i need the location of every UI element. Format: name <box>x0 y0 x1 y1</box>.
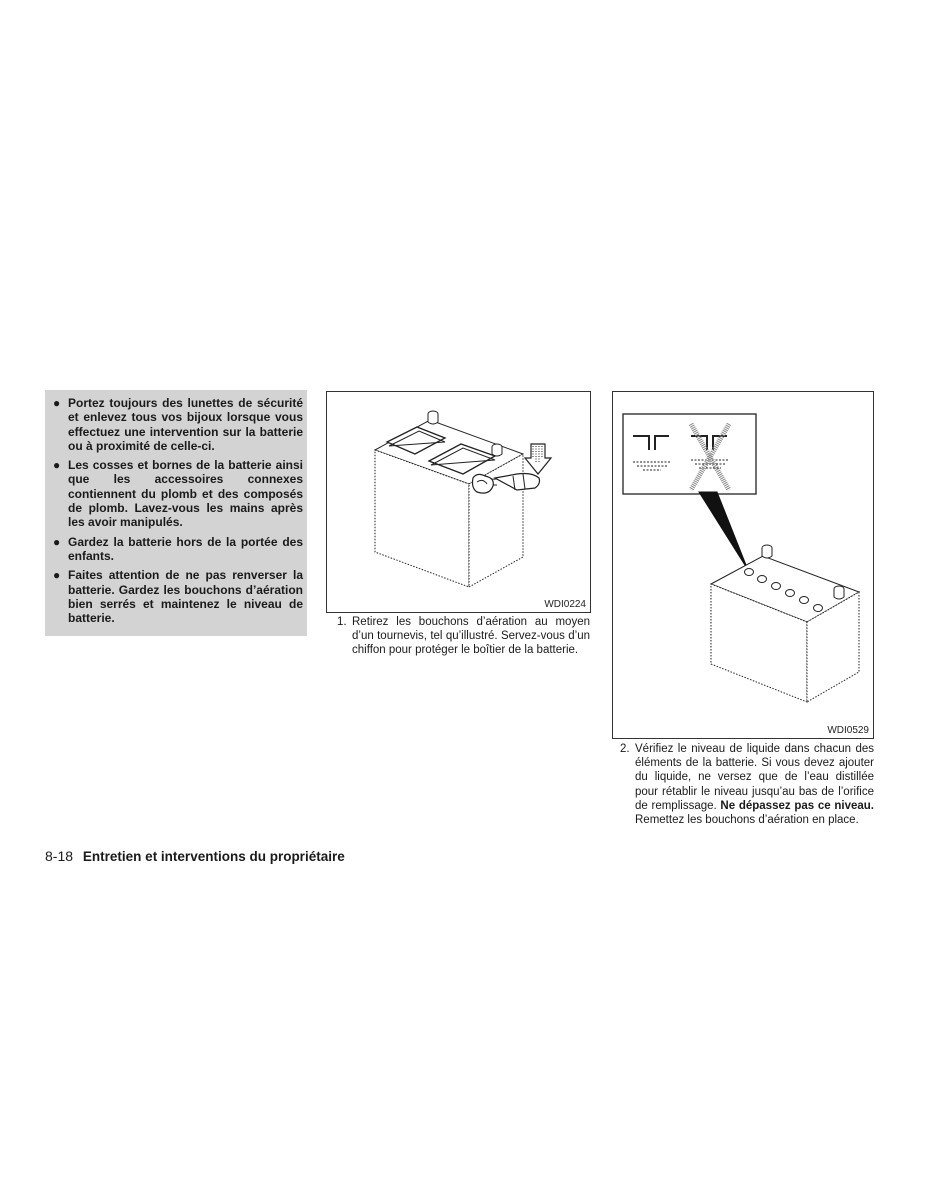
step-text: Vérifiez le niveau de liquide dans chacun des éléments de la batterie. Si vous devez ajouter du liquide, ne versez que de l’eau distillée pour rétablir le niveau jusqu’au bas de l’orifice de remplissage. Ne dépassez pas ce niveau. Remettez les bouchons d’aération en place. <box>635 743 874 827</box>
battery-screwdriver-illustration <box>327 392 590 612</box>
warning-item: ● Gardez la batterie hors de la portée des enfants. <box>53 534 303 563</box>
figure-vent-cap-removal <box>326 391 591 613</box>
warning-box <box>45 390 307 636</box>
step-text: Retirez les bouchons d’aération au moyen d’un tournevis, tel qu’illustré. Servez-vous d’un chiffon pour protéger le boîtier de la batterie. <box>352 616 590 657</box>
page-footer <box>45 848 345 864</box>
step-emphasis: Ne dépassez pas ce niveau. <box>720 799 874 812</box>
step-number: 2. <box>620 743 630 755</box>
figure-code: WDI0529 <box>827 725 869 736</box>
battery-fluid-level-illustration <box>613 392 873 738</box>
page-number: 8-18 <box>45 848 74 864</box>
step-1 <box>337 615 590 658</box>
warning-item: ● Portez toujours des lunettes de sécurité et enlevez tous vos bijoux lorsque vous effectuez une intervention sur la batterie ou à proximité de celle-ci. <box>53 396 303 453</box>
warning-list <box>51 396 303 625</box>
figure-fluid-level <box>612 391 874 739</box>
warning-item: ● Les cosses et bornes de la batterie ainsi que les accessoires connexes contiennent du plomb et des composés de plomb. Lavez-vous les mains après les avoir manipulés. <box>53 458 303 530</box>
step-2 <box>620 742 874 827</box>
section-title: Entretien et interventions du propriétaire <box>82 849 345 864</box>
step-number: 1. <box>337 616 347 628</box>
figure-code: WDI0224 <box>544 599 586 610</box>
warning-item: ● Faites attention de ne pas renverser la batterie. Gardez les bouchons d’aération bien serrés et maintenez le niveau de batterie. <box>53 568 303 626</box>
